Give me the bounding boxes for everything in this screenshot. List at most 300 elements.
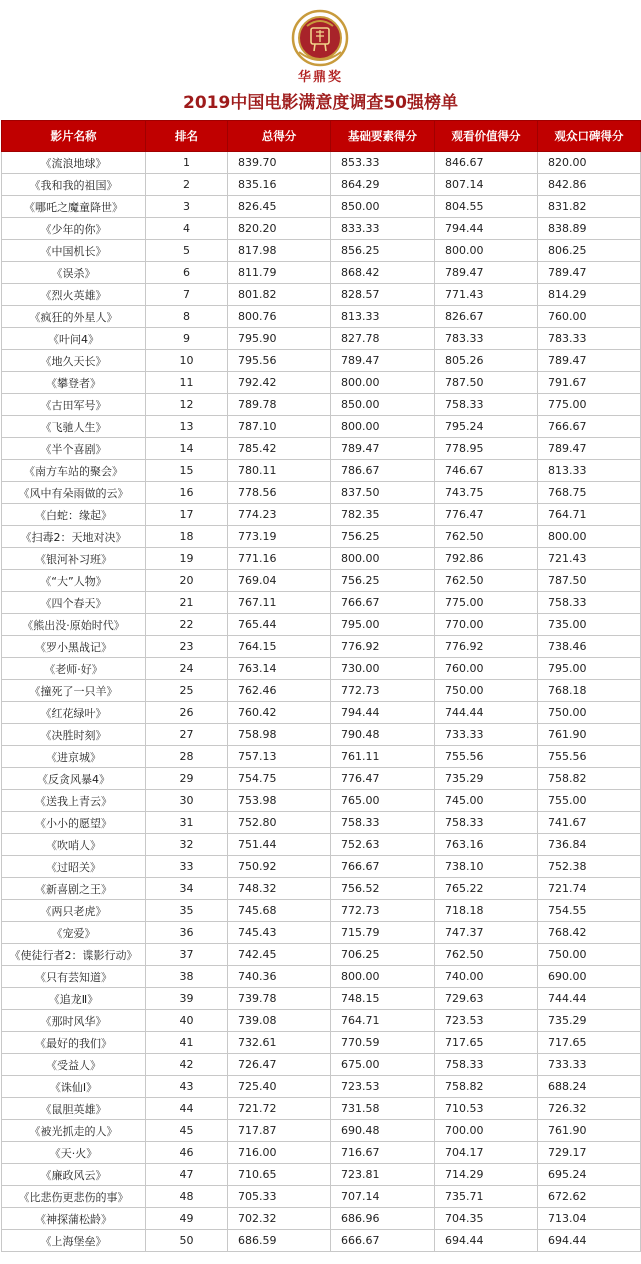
film-title-cell: 《过昭关》 xyxy=(2,856,146,878)
word-of-mouth-cell: 741.67 xyxy=(538,812,641,834)
film-title-cell: 《地久天长》 xyxy=(2,350,146,372)
total-score-cell: 725.40 xyxy=(228,1076,331,1098)
basic-score-cell: 833.33 xyxy=(331,218,435,240)
table-row xyxy=(2,438,641,460)
basic-score-cell: 716.67 xyxy=(331,1142,435,1164)
basic-score-cell: 752.63 xyxy=(331,834,435,856)
film-title-cell: 《罗小黑战记》 xyxy=(2,636,146,658)
basic-score-cell: 756.25 xyxy=(331,526,435,548)
table-row xyxy=(2,306,641,328)
word-of-mouth-cell: 755.56 xyxy=(538,746,641,768)
table-row xyxy=(2,636,641,658)
basic-score-cell: 756.25 xyxy=(331,570,435,592)
basic-score-cell: 707.14 xyxy=(331,1186,435,1208)
table-row xyxy=(2,768,641,790)
word-of-mouth-cell: 694.44 xyxy=(538,1230,641,1252)
table-row xyxy=(2,1098,641,1120)
rank-cell: 25 xyxy=(146,680,228,702)
rank-cell: 15 xyxy=(146,460,228,482)
huading-award-logo-icon xyxy=(287,8,353,74)
column-header: 影片名称 xyxy=(2,121,146,152)
total-score-cell: 773.19 xyxy=(228,526,331,548)
table-row xyxy=(2,570,641,592)
basic-score-cell: 794.44 xyxy=(331,702,435,724)
word-of-mouth-cell: 752.38 xyxy=(538,856,641,878)
total-score-cell: 748.32 xyxy=(228,878,331,900)
basic-score-cell: 764.71 xyxy=(331,1010,435,1032)
film-title-cell: 《只有芸知道》 xyxy=(2,966,146,988)
film-title-cell: 《烈火英雄》 xyxy=(2,284,146,306)
table-row xyxy=(2,196,641,218)
total-score-cell: 717.87 xyxy=(228,1120,331,1142)
viewing-value-cell: 735.71 xyxy=(435,1186,538,1208)
rank-cell: 23 xyxy=(146,636,228,658)
word-of-mouth-cell: 754.55 xyxy=(538,900,641,922)
table-row xyxy=(2,614,641,636)
table-row xyxy=(2,394,641,416)
total-score-cell: 767.11 xyxy=(228,592,331,614)
rank-cell: 12 xyxy=(146,394,228,416)
brand-name: 华鼎奖 xyxy=(297,70,343,85)
table-row xyxy=(2,284,641,306)
film-title-cell: 《受益人》 xyxy=(2,1054,146,1076)
table-row xyxy=(2,416,641,438)
basic-score-cell: 850.00 xyxy=(331,196,435,218)
table-row xyxy=(2,724,641,746)
viewing-value-cell: 704.35 xyxy=(435,1208,538,1230)
film-title-cell: 《我和我的祖国》 xyxy=(2,174,146,196)
film-title-cell: 《白蛇：缘起》 xyxy=(2,504,146,526)
rank-cell: 26 xyxy=(146,702,228,724)
film-title-cell: 《风中有朵雨做的云》 xyxy=(2,482,146,504)
film-title-cell: 《诛仙Ⅰ》 xyxy=(2,1076,146,1098)
rank-cell: 14 xyxy=(146,438,228,460)
word-of-mouth-cell: 733.33 xyxy=(538,1054,641,1076)
viewing-value-cell: 694.44 xyxy=(435,1230,538,1252)
table-row xyxy=(2,790,641,812)
film-title-cell: 《送我上青云》 xyxy=(2,790,146,812)
film-title-cell: 《进京城》 xyxy=(2,746,146,768)
viewing-value-cell: 723.53 xyxy=(435,1010,538,1032)
total-score-cell: 760.42 xyxy=(228,702,331,724)
viewing-value-cell: 744.44 xyxy=(435,702,538,724)
rank-cell: 16 xyxy=(146,482,228,504)
viewing-value-cell: 826.67 xyxy=(435,306,538,328)
word-of-mouth-cell: 783.33 xyxy=(538,328,641,350)
viewing-value-cell: 735.29 xyxy=(435,768,538,790)
basic-score-cell: 795.00 xyxy=(331,614,435,636)
rank-cell: 40 xyxy=(146,1010,228,1032)
total-score-cell: 740.36 xyxy=(228,966,331,988)
basic-score-cell: 800.00 xyxy=(331,372,435,394)
film-title-cell: 《四个春天》 xyxy=(2,592,146,614)
rank-cell: 3 xyxy=(146,196,228,218)
film-title-cell: 《反贪风暴4》 xyxy=(2,768,146,790)
total-score-cell: 789.78 xyxy=(228,394,331,416)
basic-score-cell: 776.47 xyxy=(331,768,435,790)
table-row xyxy=(2,1230,641,1252)
viewing-value-cell: 794.44 xyxy=(435,218,538,240)
film-title-cell: 《中国机长》 xyxy=(2,240,146,262)
film-title-cell: 《那时风华》 xyxy=(2,1010,146,1032)
total-score-cell: 800.76 xyxy=(228,306,331,328)
word-of-mouth-cell: 789.47 xyxy=(538,438,641,460)
word-of-mouth-cell: 672.62 xyxy=(538,1186,641,1208)
word-of-mouth-cell: 726.32 xyxy=(538,1098,641,1120)
word-of-mouth-cell: 766.67 xyxy=(538,416,641,438)
table-row xyxy=(2,856,641,878)
basic-score-cell: 730.00 xyxy=(331,658,435,680)
total-score-cell: 721.72 xyxy=(228,1098,331,1120)
viewing-value-cell: 758.33 xyxy=(435,1054,538,1076)
page-header xyxy=(0,0,641,120)
word-of-mouth-cell: 717.65 xyxy=(538,1032,641,1054)
viewing-value-cell: 762.50 xyxy=(435,570,538,592)
total-score-cell: 817.98 xyxy=(228,240,331,262)
table-header-row xyxy=(2,121,641,152)
viewing-value-cell: 804.55 xyxy=(435,196,538,218)
film-title-cell: 《古田军号》 xyxy=(2,394,146,416)
total-score-cell: 820.20 xyxy=(228,218,331,240)
page-title: 2019中国电影满意度调查50强榜单 xyxy=(183,93,458,113)
word-of-mouth-cell: 806.25 xyxy=(538,240,641,262)
word-of-mouth-cell: 721.43 xyxy=(538,548,641,570)
film-title-cell: 《天·火》 xyxy=(2,1142,146,1164)
word-of-mouth-cell: 758.82 xyxy=(538,768,641,790)
table-row xyxy=(2,966,641,988)
rank-cell: 10 xyxy=(146,350,228,372)
rank-cell: 18 xyxy=(146,526,228,548)
rank-cell: 39 xyxy=(146,988,228,1010)
table-row xyxy=(2,988,641,1010)
word-of-mouth-cell: 761.90 xyxy=(538,1120,641,1142)
film-title-cell: 《飞驰人生》 xyxy=(2,416,146,438)
column-header: 排名 xyxy=(146,121,228,152)
basic-score-cell: 800.00 xyxy=(331,416,435,438)
basic-score-cell: 723.81 xyxy=(331,1164,435,1186)
viewing-value-cell: 745.00 xyxy=(435,790,538,812)
table-body xyxy=(2,152,641,1252)
word-of-mouth-cell: 713.04 xyxy=(538,1208,641,1230)
viewing-value-cell: 770.00 xyxy=(435,614,538,636)
basic-score-cell: 776.92 xyxy=(331,636,435,658)
basic-score-cell: 786.67 xyxy=(331,460,435,482)
table-row xyxy=(2,548,641,570)
rank-cell: 21 xyxy=(146,592,228,614)
film-title-cell: 《上海堡垒》 xyxy=(2,1230,146,1252)
table-row xyxy=(2,900,641,922)
basic-score-cell: 772.73 xyxy=(331,900,435,922)
total-score-cell: 758.98 xyxy=(228,724,331,746)
table-row xyxy=(2,526,641,548)
basic-score-cell: 813.33 xyxy=(331,306,435,328)
film-title-cell: 《鼠胆英雄》 xyxy=(2,1098,146,1120)
viewing-value-cell: 760.00 xyxy=(435,658,538,680)
table-row xyxy=(2,1208,641,1230)
table-row xyxy=(2,1120,641,1142)
rank-cell: 7 xyxy=(146,284,228,306)
viewing-value-cell: 758.33 xyxy=(435,812,538,834)
table-row xyxy=(2,1186,641,1208)
word-of-mouth-cell: 744.44 xyxy=(538,988,641,1010)
table-row xyxy=(2,944,641,966)
word-of-mouth-cell: 750.00 xyxy=(538,702,641,724)
viewing-value-cell: 776.92 xyxy=(435,636,538,658)
basic-score-cell: 731.58 xyxy=(331,1098,435,1120)
table-row xyxy=(2,1076,641,1098)
rank-cell: 46 xyxy=(146,1142,228,1164)
ranking-table xyxy=(1,120,641,1252)
rank-cell: 35 xyxy=(146,900,228,922)
word-of-mouth-cell: 721.74 xyxy=(538,878,641,900)
rank-cell: 9 xyxy=(146,328,228,350)
film-title-cell: 《新喜剧之王》 xyxy=(2,878,146,900)
viewing-value-cell: 704.17 xyxy=(435,1142,538,1164)
film-title-cell: 《决胜时刻》 xyxy=(2,724,146,746)
rank-cell: 4 xyxy=(146,218,228,240)
total-score-cell: 745.43 xyxy=(228,922,331,944)
total-score-cell: 750.92 xyxy=(228,856,331,878)
film-title-cell: 《廉政风云》 xyxy=(2,1164,146,1186)
word-of-mouth-cell: 729.17 xyxy=(538,1142,641,1164)
total-score-cell: 702.32 xyxy=(228,1208,331,1230)
total-score-cell: 764.15 xyxy=(228,636,331,658)
viewing-value-cell: 792.86 xyxy=(435,548,538,570)
basic-score-cell: 789.47 xyxy=(331,438,435,460)
basic-score-cell: 837.50 xyxy=(331,482,435,504)
viewing-value-cell: 755.56 xyxy=(435,746,538,768)
rank-cell: 47 xyxy=(146,1164,228,1186)
viewing-value-cell: 750.00 xyxy=(435,680,538,702)
viewing-value-cell: 738.10 xyxy=(435,856,538,878)
rank-cell: 6 xyxy=(146,262,228,284)
table-row xyxy=(2,328,641,350)
total-score-cell: 780.11 xyxy=(228,460,331,482)
word-of-mouth-cell: 764.71 xyxy=(538,504,641,526)
viewing-value-cell: 746.67 xyxy=(435,460,538,482)
word-of-mouth-cell: 775.00 xyxy=(538,394,641,416)
word-of-mouth-cell: 768.18 xyxy=(538,680,641,702)
column-header: 总得分 xyxy=(228,121,331,152)
word-of-mouth-cell: 755.00 xyxy=(538,790,641,812)
word-of-mouth-cell: 695.24 xyxy=(538,1164,641,1186)
film-title-cell: 《被光抓走的人》 xyxy=(2,1120,146,1142)
total-score-cell: 769.04 xyxy=(228,570,331,592)
rank-cell: 29 xyxy=(146,768,228,790)
total-score-cell: 787.10 xyxy=(228,416,331,438)
table-row xyxy=(2,1032,641,1054)
word-of-mouth-cell: 761.90 xyxy=(538,724,641,746)
film-title-cell: 《老师·好》 xyxy=(2,658,146,680)
basic-score-cell: 715.79 xyxy=(331,922,435,944)
viewing-value-cell: 795.24 xyxy=(435,416,538,438)
basic-score-cell: 690.48 xyxy=(331,1120,435,1142)
rank-cell: 38 xyxy=(146,966,228,988)
basic-score-cell: 761.11 xyxy=(331,746,435,768)
viewing-value-cell: 778.95 xyxy=(435,438,538,460)
word-of-mouth-cell: 768.75 xyxy=(538,482,641,504)
word-of-mouth-cell: 795.00 xyxy=(538,658,641,680)
viewing-value-cell: 765.22 xyxy=(435,878,538,900)
word-of-mouth-cell: 838.89 xyxy=(538,218,641,240)
viewing-value-cell: 733.33 xyxy=(435,724,538,746)
table-row xyxy=(2,702,641,724)
table-row xyxy=(2,680,641,702)
basic-score-cell: 723.53 xyxy=(331,1076,435,1098)
viewing-value-cell: 758.33 xyxy=(435,394,538,416)
rank-cell: 24 xyxy=(146,658,228,680)
rank-cell: 50 xyxy=(146,1230,228,1252)
word-of-mouth-cell: 738.46 xyxy=(538,636,641,658)
film-title-cell: 《“大”人物》 xyxy=(2,570,146,592)
table-row xyxy=(2,218,641,240)
total-score-cell: 739.78 xyxy=(228,988,331,1010)
film-title-cell: 《两只老虎》 xyxy=(2,900,146,922)
table-row xyxy=(2,1142,641,1164)
viewing-value-cell: 771.43 xyxy=(435,284,538,306)
table-row xyxy=(2,592,641,614)
table-row xyxy=(2,482,641,504)
total-score-cell: 792.42 xyxy=(228,372,331,394)
total-score-cell: 757.13 xyxy=(228,746,331,768)
basic-score-cell: 850.00 xyxy=(331,394,435,416)
viewing-value-cell: 762.50 xyxy=(435,526,538,548)
table-row xyxy=(2,1054,641,1076)
viewing-value-cell: 846.67 xyxy=(435,152,538,174)
word-of-mouth-cell: 842.86 xyxy=(538,174,641,196)
basic-score-cell: 856.25 xyxy=(331,240,435,262)
total-score-cell: 739.08 xyxy=(228,1010,331,1032)
basic-score-cell: 772.73 xyxy=(331,680,435,702)
basic-score-cell: 790.48 xyxy=(331,724,435,746)
rank-cell: 17 xyxy=(146,504,228,526)
basic-score-cell: 827.78 xyxy=(331,328,435,350)
basic-score-cell: 706.25 xyxy=(331,944,435,966)
table-row xyxy=(2,262,641,284)
total-score-cell: 710.65 xyxy=(228,1164,331,1186)
total-score-cell: 716.00 xyxy=(228,1142,331,1164)
total-score-cell: 795.56 xyxy=(228,350,331,372)
film-title-cell: 《哪吒之魔童降世》 xyxy=(2,196,146,218)
rank-cell: 1 xyxy=(146,152,228,174)
total-score-cell: 754.75 xyxy=(228,768,331,790)
rank-cell: 27 xyxy=(146,724,228,746)
word-of-mouth-cell: 813.33 xyxy=(538,460,641,482)
table-row xyxy=(2,240,641,262)
table-row xyxy=(2,878,641,900)
total-score-cell: 826.45 xyxy=(228,196,331,218)
total-score-cell: 753.98 xyxy=(228,790,331,812)
film-title-cell: 《流浪地球》 xyxy=(2,152,146,174)
rank-cell: 28 xyxy=(146,746,228,768)
column-header: 观众口碑得分 xyxy=(538,121,641,152)
total-score-cell: 745.68 xyxy=(228,900,331,922)
basic-score-cell: 770.59 xyxy=(331,1032,435,1054)
rank-cell: 41 xyxy=(146,1032,228,1054)
film-title-cell: 《追龙Ⅱ》 xyxy=(2,988,146,1010)
basic-score-cell: 868.42 xyxy=(331,262,435,284)
table-row xyxy=(2,812,641,834)
total-score-cell: 763.14 xyxy=(228,658,331,680)
total-score-cell: 765.44 xyxy=(228,614,331,636)
total-score-cell: 811.79 xyxy=(228,262,331,284)
rank-cell: 43 xyxy=(146,1076,228,1098)
rank-cell: 34 xyxy=(146,878,228,900)
film-title-cell: 《使徒行者2：谍影行动》 xyxy=(2,944,146,966)
film-title-cell: 《红花绿叶》 xyxy=(2,702,146,724)
total-score-cell: 732.61 xyxy=(228,1032,331,1054)
basic-score-cell: 765.00 xyxy=(331,790,435,812)
table-row xyxy=(2,1164,641,1186)
basic-score-cell: 756.52 xyxy=(331,878,435,900)
rank-cell: 8 xyxy=(146,306,228,328)
rank-cell: 44 xyxy=(146,1098,228,1120)
rank-cell: 19 xyxy=(146,548,228,570)
rank-cell: 22 xyxy=(146,614,228,636)
viewing-value-cell: 762.50 xyxy=(435,944,538,966)
basic-score-cell: 864.29 xyxy=(331,174,435,196)
viewing-value-cell: 714.29 xyxy=(435,1164,538,1186)
word-of-mouth-cell: 735.00 xyxy=(538,614,641,636)
total-score-cell: 752.80 xyxy=(228,812,331,834)
total-score-cell: 839.70 xyxy=(228,152,331,174)
film-title-cell: 《少年的你》 xyxy=(2,218,146,240)
rank-cell: 32 xyxy=(146,834,228,856)
table-row xyxy=(2,460,641,482)
table-row xyxy=(2,504,641,526)
rank-cell: 36 xyxy=(146,922,228,944)
total-score-cell: 771.16 xyxy=(228,548,331,570)
word-of-mouth-cell: 787.50 xyxy=(538,570,641,592)
total-score-cell: 705.33 xyxy=(228,1186,331,1208)
viewing-value-cell: 743.75 xyxy=(435,482,538,504)
word-of-mouth-cell: 800.00 xyxy=(538,526,641,548)
rank-cell: 45 xyxy=(146,1120,228,1142)
basic-score-cell: 686.96 xyxy=(331,1208,435,1230)
rank-cell: 37 xyxy=(146,944,228,966)
rank-cell: 11 xyxy=(146,372,228,394)
viewing-value-cell: 775.00 xyxy=(435,592,538,614)
viewing-value-cell: 747.37 xyxy=(435,922,538,944)
film-title-cell: 《神探蒲松龄》 xyxy=(2,1208,146,1230)
word-of-mouth-cell: 820.00 xyxy=(538,152,641,174)
table-row xyxy=(2,922,641,944)
film-title-cell: 《熊出没·原始时代》 xyxy=(2,614,146,636)
rank-cell: 2 xyxy=(146,174,228,196)
word-of-mouth-cell: 814.29 xyxy=(538,284,641,306)
viewing-value-cell: 800.00 xyxy=(435,240,538,262)
table-row xyxy=(2,746,641,768)
total-score-cell: 726.47 xyxy=(228,1054,331,1076)
table-row xyxy=(2,174,641,196)
film-title-cell: 《疯狂的外星人》 xyxy=(2,306,146,328)
film-title-cell: 《吹哨人》 xyxy=(2,834,146,856)
film-title-cell: 《误杀》 xyxy=(2,262,146,284)
total-score-cell: 686.59 xyxy=(228,1230,331,1252)
viewing-value-cell: 758.82 xyxy=(435,1076,538,1098)
rank-cell: 13 xyxy=(146,416,228,438)
table-row xyxy=(2,658,641,680)
total-score-cell: 795.90 xyxy=(228,328,331,350)
word-of-mouth-cell: 791.67 xyxy=(538,372,641,394)
word-of-mouth-cell: 831.82 xyxy=(538,196,641,218)
basic-score-cell: 748.15 xyxy=(331,988,435,1010)
basic-score-cell: 758.33 xyxy=(331,812,435,834)
total-score-cell: 801.82 xyxy=(228,284,331,306)
viewing-value-cell: 740.00 xyxy=(435,966,538,988)
rank-cell: 42 xyxy=(146,1054,228,1076)
basic-score-cell: 666.67 xyxy=(331,1230,435,1252)
